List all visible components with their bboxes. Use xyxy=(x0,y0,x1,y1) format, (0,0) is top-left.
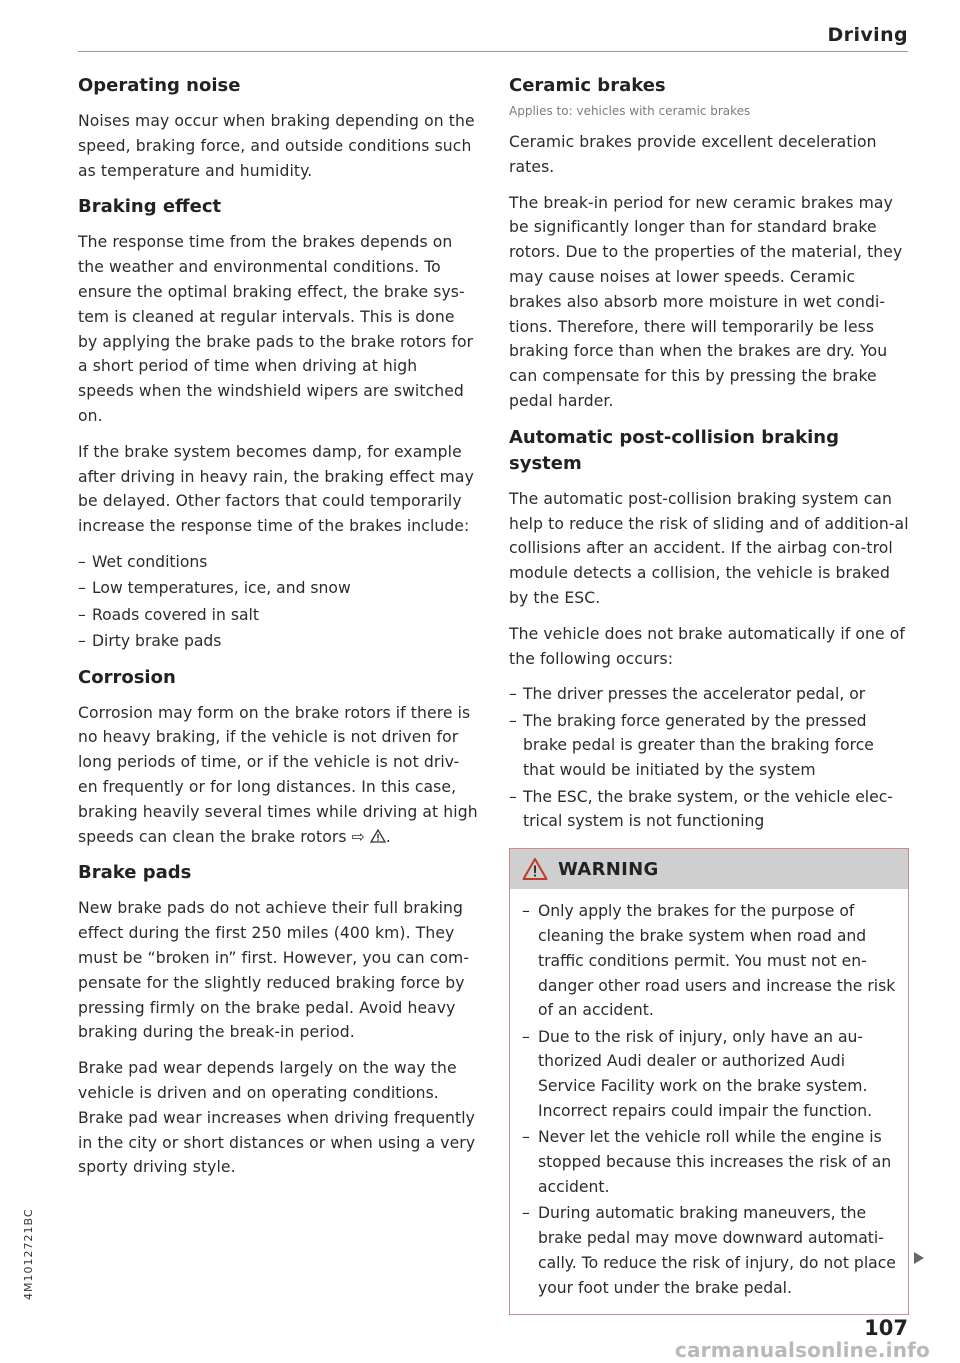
list-item: – The ESC, the brake system, or the vehicle elec-trical system is not functioning xyxy=(509,787,893,831)
section-title: Driving xyxy=(827,24,908,46)
heading-brake-pads: Brake pads xyxy=(78,862,192,884)
operating-noise-text: Noises may occur when braking depending on the speed, braking force, and outside conditions such as temperature and humidity. xyxy=(78,112,475,180)
warning-title: WARNING xyxy=(558,858,659,880)
braking-effect-text-2: If the brake system becomes damp, for example after driving in heavy rain, the braking effect may be delayed. Other factors that could temporarily increase the response time of the brakes include: xyxy=(78,442,474,536)
braking-effect-text-1: The response time from the brakes depends on the weather and environmental conditions. To ensure the optimal braking effect, the brake sys-tem is cleaned at regular intervals. This is done by applying the brake pads to the brake rotors for a short period of time when driving at high speeds when the windshield wipers are switched on. xyxy=(78,233,474,425)
heading-operating-noise: Operating noise xyxy=(78,75,241,96)
list-item: – The braking force generated by the pressed brake pedal is greater than the braking force that would be initiated by the system xyxy=(509,711,874,780)
heading-ceramic-brakes: Ceramic brakes xyxy=(509,75,666,96)
left-column xyxy=(78,73,478,1191)
list-item: – Due to the risk of injury, only have an au-thorized Audi dealer or authorized Audi Service Facility work on the brake system. Incorrect repairs could impair the function. xyxy=(522,1027,873,1120)
list-item: – Never let the vehicle roll while the engine is stopped because this increases the risk of an accident. xyxy=(522,1128,892,1196)
warning-triangle-icon xyxy=(522,857,548,881)
heading-post-collision: Automatic post-collision braking system xyxy=(509,426,839,474)
brake-pads-text-2: Brake pad wear depends largely on the way the vehicle is driven and on operating conditions. Brake pad wear increases when driving frequently in the city or short distances or when using a very sporty driving style. xyxy=(78,1059,476,1177)
braking-factors-list xyxy=(78,550,478,654)
warning-header xyxy=(510,849,908,889)
warning-reference-icon[interactable] xyxy=(370,829,386,843)
list-item: – During automatic braking maneuvers, the brake pedal may move downward automati-cally. To reduce the risk of injury, do not place your foot under the brake pedal. xyxy=(522,1204,896,1297)
post-collision-text-2: The vehicle does not brake automatically if one of the following occurs: xyxy=(509,624,906,668)
warning-list xyxy=(522,899,896,1300)
list-item: – The driver presses the accelerator pedal, or xyxy=(509,685,866,704)
warning-body xyxy=(510,889,908,1314)
page-number: 107 xyxy=(864,1316,908,1340)
corrosion-text: Corrosion may form on the brake rotors if there is no heavy braking, if the vehicle is not driven for long periods of time, or if the vehicle is not driv-en frequently or for long distances. In this case, braking heavily several times while driving at high speeds can clean the brake rotors ⇨ . xyxy=(78,703,478,846)
list-item: – Wet conditions xyxy=(78,552,208,571)
continue-arrow-icon xyxy=(914,1252,924,1264)
watermark: carmanualsonline.info xyxy=(674,1338,930,1362)
brake-pads-text-1: New brake pads do not achieve their full braking effect during the first 250 miles (400 km). They must be “broken in” first. However, you can com-pensate for the slightly reduced braking force by pressing firmly on the brake pedal. Avoid heavy braking during the break-in period. xyxy=(78,899,470,1042)
list-item: – Only apply the brakes for the purpose of cleaning the brake system when road and traffic conditions permit. You must not en-danger other road users and increase the risk of an accident. xyxy=(522,902,896,1020)
right-column xyxy=(509,73,909,1315)
heading-braking-effect: Braking effect xyxy=(78,196,222,218)
list-item: – Roads covered in salt xyxy=(78,605,259,624)
ceramic-text-1: Ceramic brakes provide excellent deceleration rates. xyxy=(509,133,877,176)
heading-corrosion: Corrosion xyxy=(78,666,176,688)
warning-box xyxy=(509,848,909,1315)
header-divider xyxy=(78,51,908,52)
post-collision-conditions-list xyxy=(509,682,909,834)
list-item: – Low temperatures, ice, and snow xyxy=(78,579,351,598)
ceramic-text-2: The break-in period for new ceramic brakes may be significantly longer than for standard brake rotors. Due to the properties of the material, they may cause noises at lower speeds. Ceramic brakes also absorb more moisture in wet condi-tions. Therefore, there will temporarily be less braking force than when the brakes are dry. You can compensate for this by pressing the brake pedal harder. xyxy=(509,193,903,410)
post-collision-text-1: The automatic post-collision braking system can help to reduce the risk of sliding and of addition-al collisions after an accident. If the airbag con-trol module detects a collision, the vehicle is braked by the ESC. xyxy=(509,489,909,607)
document-code: 4M1012721BC xyxy=(22,1208,35,1300)
list-item: – Dirty brake pads xyxy=(78,631,222,650)
applies-to-note: Applies to: vehicles with ceramic brakes xyxy=(509,104,751,118)
